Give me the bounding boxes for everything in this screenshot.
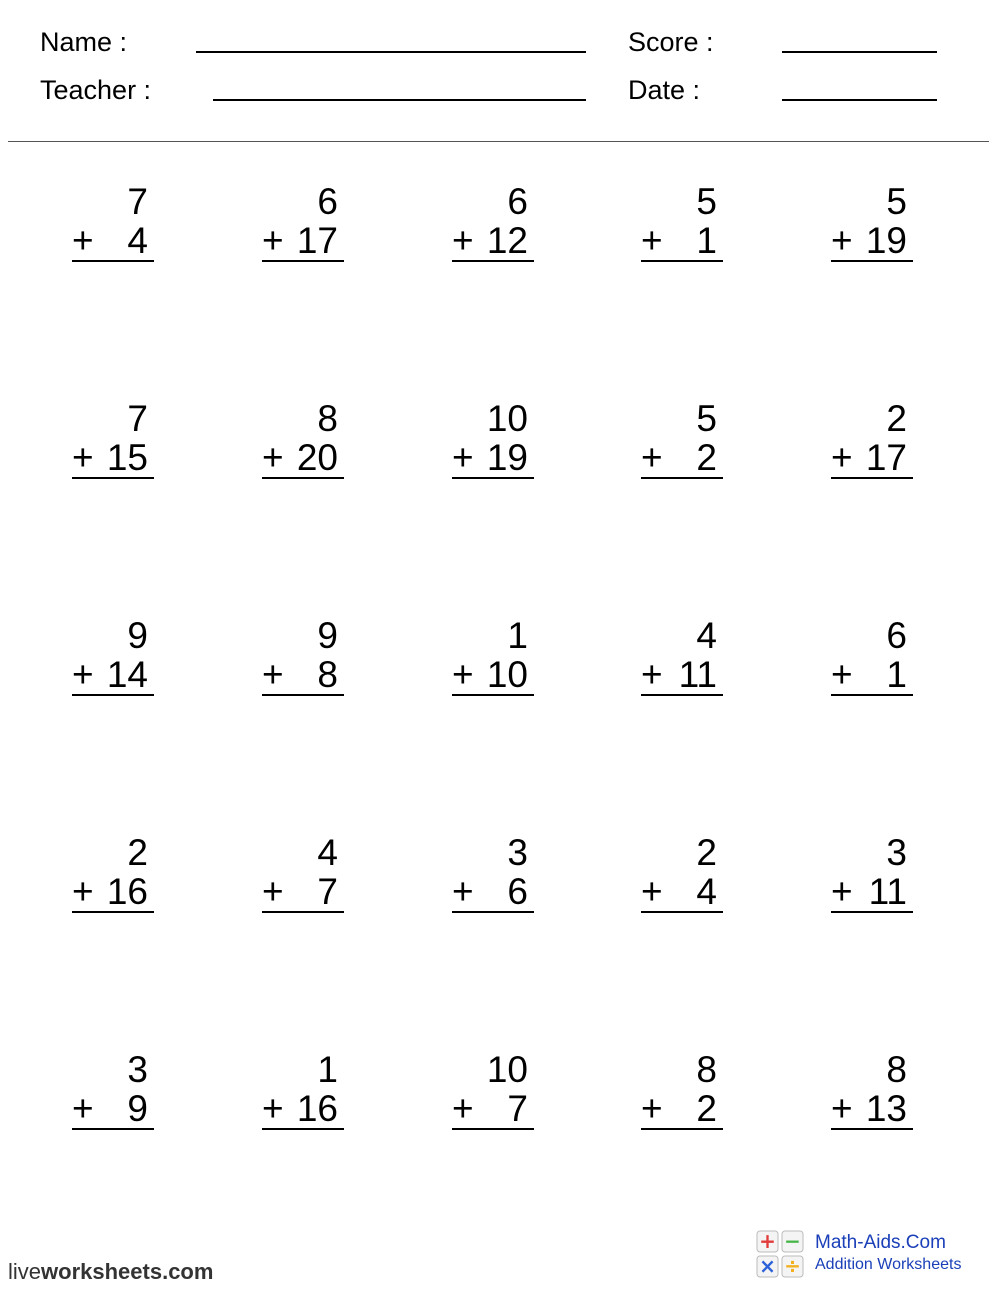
plus-sign: +	[262, 1088, 284, 1129]
plus-sign: +	[262, 220, 284, 261]
addend-bottom-row	[452, 872, 534, 913]
addend-bottom-row	[452, 1089, 534, 1130]
plus-sign: +	[831, 654, 853, 695]
score-label: Score :	[628, 27, 714, 57]
math-aids-text	[815, 1232, 961, 1276]
addend-bottom: 10	[486, 654, 528, 695]
addend-top: 3	[507, 832, 528, 873]
addend-top: 1	[507, 615, 528, 656]
plus-sign: +	[72, 1088, 94, 1129]
date-label: Date :	[628, 75, 701, 105]
plus-sign: +	[452, 871, 474, 912]
plus-sign: +	[831, 220, 853, 261]
addend-bottom-row	[72, 1089, 154, 1130]
addend-bottom: 8	[317, 654, 338, 695]
teacher-label: Teacher :	[40, 75, 152, 105]
problem-1-5	[831, 178, 913, 268]
addend-top: 3	[886, 832, 907, 873]
problem-1-1	[72, 178, 154, 268]
addend-top: 6	[317, 181, 338, 222]
addend-bottom-row	[831, 655, 913, 696]
addend-bottom-row	[72, 438, 154, 479]
problem-5-5	[831, 1046, 913, 1136]
addend-bottom: 4	[696, 871, 717, 912]
addend-bottom: 19	[865, 220, 907, 261]
plus-sign: +	[72, 871, 94, 912]
addend-top: 4	[317, 832, 338, 873]
brand-bold: worksheets	[41, 1259, 163, 1284]
plus-sign: +	[72, 220, 94, 261]
addend-bottom: 15	[106, 437, 148, 478]
problem-5-1	[72, 1046, 154, 1136]
problem-2-2	[262, 395, 344, 485]
addend-top: 2	[127, 832, 148, 873]
problem-2-4	[641, 395, 723, 485]
problem-4-2	[262, 829, 344, 919]
addend-top: 7	[127, 181, 148, 222]
addend-bottom-row	[641, 438, 723, 479]
plus-sign: +	[641, 437, 663, 478]
addend-bottom-row	[831, 1089, 913, 1130]
plus-sign: +	[641, 220, 663, 261]
addend-bottom: 1	[886, 654, 907, 695]
problem-3-4	[641, 612, 723, 702]
addend-top: 2	[886, 398, 907, 439]
brand-prefix: live	[8, 1259, 42, 1284]
addend-bottom: 7	[317, 871, 338, 912]
plus-sign: +	[452, 1088, 474, 1129]
addend-bottom-row	[262, 221, 344, 262]
addend-bottom: 17	[296, 220, 338, 261]
addend-bottom-row	[641, 1089, 723, 1130]
plus-sign: +	[831, 437, 853, 478]
addend-bottom: 7	[507, 1088, 528, 1129]
header-divider	[8, 141, 989, 142]
addend-top: 10	[486, 398, 528, 439]
logo-times-symbol: ×	[759, 1254, 776, 1278]
logo-minus-symbol: −	[784, 1230, 801, 1253]
addend-bottom: 1	[696, 220, 717, 261]
plus-sign: +	[452, 220, 474, 261]
name-line[interactable]	[196, 51, 586, 53]
logo-title[interactable]: Math-Aids.Com	[815, 1232, 946, 1253]
addend-top: 9	[127, 615, 148, 656]
score-line[interactable]	[782, 51, 937, 53]
addend-bottom-row	[831, 221, 913, 262]
addend-bottom: 11	[868, 871, 907, 912]
addend-top: 2	[696, 832, 717, 873]
addend-bottom: 16	[106, 871, 148, 912]
addend-bottom-row	[452, 221, 534, 262]
addend-top: 9	[317, 615, 338, 656]
plus-sign: +	[641, 871, 663, 912]
addend-bottom: 16	[296, 1088, 338, 1129]
problem-3-5	[831, 612, 913, 702]
addend-bottom-row	[831, 438, 913, 479]
problem-3-1	[72, 612, 154, 702]
plus-sign: +	[831, 1088, 853, 1129]
addend-top: 1	[317, 1049, 338, 1090]
problem-5-4	[641, 1046, 723, 1136]
problem-4-3	[452, 829, 534, 919]
problem-4-4	[641, 829, 723, 919]
date-line[interactable]	[782, 99, 937, 101]
plus-sign: +	[452, 654, 474, 695]
addend-bottom: 13	[865, 1088, 907, 1129]
addend-top: 6	[507, 181, 528, 222]
plus-sign: +	[641, 1088, 663, 1129]
math-aids-logo-icon	[756, 1230, 804, 1278]
addend-bottom-row	[641, 221, 723, 262]
addend-bottom-row	[262, 1089, 344, 1130]
name-label: Name :	[40, 27, 128, 57]
logo-divide-symbol: ÷	[784, 1254, 801, 1278]
addend-bottom-row	[831, 872, 913, 913]
addend-bottom-row	[641, 872, 723, 913]
addend-top: 10	[486, 1049, 528, 1090]
problem-2-1	[72, 395, 154, 485]
addend-bottom: 4	[127, 220, 148, 261]
addend-bottom-row	[262, 655, 344, 696]
addend-top: 6	[886, 615, 907, 656]
addend-bottom: 17	[865, 437, 907, 478]
problem-5-2	[262, 1046, 344, 1136]
addend-top: 8	[317, 398, 338, 439]
addend-bottom-row	[72, 872, 154, 913]
problem-1-2	[262, 178, 344, 268]
plus-sign: +	[262, 871, 284, 912]
addend-top: 4	[696, 615, 717, 656]
problem-3-2	[262, 612, 344, 702]
addend-bottom: 2	[696, 1088, 717, 1129]
plus-sign: +	[262, 654, 284, 695]
plus-sign: +	[72, 654, 94, 695]
addend-top: 5	[886, 181, 907, 222]
problem-2-3	[452, 395, 534, 485]
addend-bottom-row	[262, 438, 344, 479]
addend-bottom-row	[452, 438, 534, 479]
addend-bottom-row	[641, 655, 723, 696]
liveworksheets-brand	[8, 1259, 213, 1285]
addend-top: 7	[127, 398, 148, 439]
addend-bottom: 19	[486, 437, 528, 478]
addend-bottom: 11	[678, 654, 717, 695]
logo-plus-symbol: +	[759, 1230, 776, 1253]
addend-bottom: 14	[106, 654, 148, 695]
plus-sign: +	[452, 437, 474, 478]
addend-top: 5	[696, 181, 717, 222]
plus-sign: +	[72, 437, 94, 478]
problem-3-3	[452, 612, 534, 702]
addend-top: 8	[886, 1049, 907, 1090]
addend-bottom: 12	[486, 220, 528, 261]
problem-1-4	[641, 178, 723, 268]
brand-suffix: .com	[162, 1259, 214, 1284]
addend-bottom: 2	[696, 437, 717, 478]
plus-sign: +	[262, 437, 284, 478]
addend-top: 8	[696, 1049, 717, 1090]
addend-bottom-row	[72, 655, 154, 696]
addend-bottom-row	[262, 872, 344, 913]
problem-2-5	[831, 395, 913, 485]
addend-bottom: 20	[296, 437, 338, 478]
addend-top: 5	[696, 398, 717, 439]
plus-sign: +	[831, 871, 853, 912]
addend-top: 3	[127, 1049, 148, 1090]
problem-5-3	[452, 1046, 534, 1136]
logo-subtitle: Addition Worksheets	[815, 1256, 962, 1273]
plus-sign: +	[641, 654, 663, 695]
addend-bottom-row	[452, 655, 534, 696]
problem-1-3	[452, 178, 534, 268]
addend-bottom: 6	[507, 871, 528, 912]
addend-bottom-row	[72, 221, 154, 262]
problem-4-5	[831, 829, 913, 919]
teacher-line[interactable]	[213, 99, 586, 101]
addend-bottom: 9	[127, 1088, 148, 1129]
problem-4-1	[72, 829, 154, 919]
